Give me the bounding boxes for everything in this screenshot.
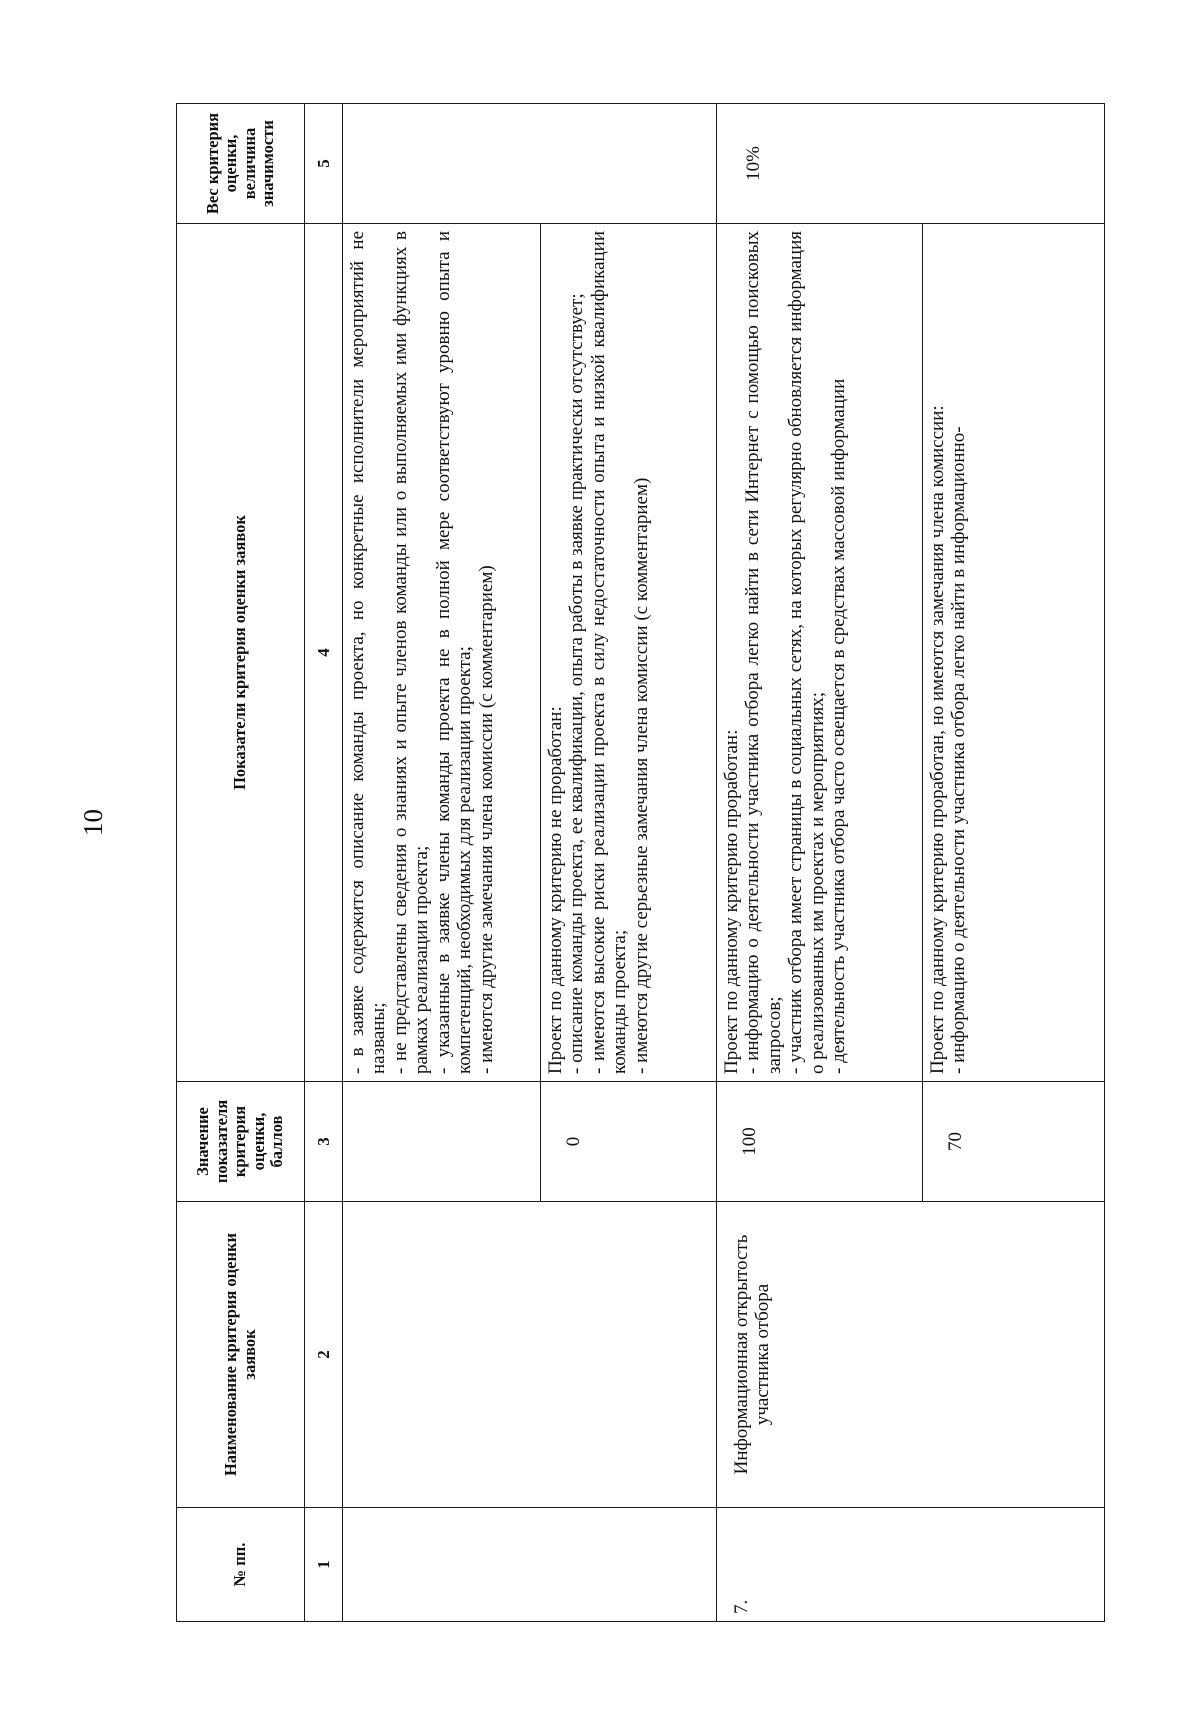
value-cell (343, 1082, 541, 1202)
criterion-name: Информационная открытость участника отбора (717, 1202, 1105, 1508)
indicators-cell (343, 224, 541, 1082)
header-value: Значение показателя критерия оценки, баллов (177, 1082, 305, 1202)
column-number: 5 (305, 104, 343, 224)
indicators-cell (541, 224, 717, 1082)
value-cell: 70 (923, 1082, 1105, 1202)
indicator-line: Проект по данному критерию проработан: (721, 729, 742, 1074)
indicator-line: Проект по данному критерию проработан, но имеются замечания члена комиссии: (927, 405, 948, 1074)
header-name: Наименование критерия оценки заявок (177, 1202, 305, 1508)
table-row (717, 104, 923, 1622)
indicator-line: - участник отбора имеет страницы в социальных сетях, на которых регулярно обновляется информация о реализованных им проектах и мероприятиях; (785, 231, 828, 1074)
header-row (177, 104, 305, 1622)
column-number: 4 (305, 224, 343, 1082)
header-weight: Вес критерия оценки, величина значимости (177, 104, 305, 224)
indicator-line: - информацию о деятельности участника отбора легко найти в сети Интернет с помощью поисковых запросов; (742, 231, 785, 1074)
header-num: № пп. (177, 1508, 305, 1622)
criterion-weight: 10% (717, 104, 1105, 224)
criteria-table (176, 103, 1105, 1622)
weight-cell-empty (343, 104, 717, 224)
indicator-line: - деятельность участника отбора часто освещается в средствах массовой информации (828, 378, 850, 1074)
indicators-cell (717, 224, 923, 1082)
table-row (343, 104, 541, 1622)
indicator-line: - имеются другие серьезные замечания члена комиссии (с комментарием) (630, 477, 652, 1074)
indicator-line: - имеются другие замечания члена комиссии (с комментарием) (475, 565, 497, 1074)
indicator-line: - в заявке содержится описание команды проекта, но конкретные исполнители мероприятий не названы; (347, 231, 390, 1074)
column-number-row (305, 104, 343, 1622)
value-cell: 100 (717, 1082, 923, 1202)
column-number: 3 (305, 1082, 343, 1202)
column-number: 1 (305, 1508, 343, 1622)
value-cell: 0 (541, 1082, 717, 1202)
indicator-line: - описание команды проекта, ее квалификации, опыта работы в заявке практически отсутствует; (566, 293, 588, 1074)
indicator-line: - имеются высокие риски реализации проекта в силу недостаточности опыта и низкой квалификации команды проекта; (587, 231, 631, 1074)
column-number: 2 (305, 1202, 343, 1508)
header-indicators: Показатели критерия оценки заявок (177, 224, 305, 1082)
page-number: 10 (78, 809, 108, 836)
indicator-line: - указанные в заявке члены команды проекта не в полной мере соответствуют уровню опыта и компетенций, необходимых для реализации проекта; (432, 231, 476, 1074)
indicator-line: - информацию о деятельности участника отбора легко найти в информационно- (948, 426, 970, 1074)
name-cell-empty (343, 1202, 717, 1508)
rotated-table-container (176, 104, 1104, 1622)
indicator-line: Проект по данному критерию не проработан: (545, 706, 566, 1074)
indicator-line: - не представлены сведения о знаниях и опыте членов команды или о выполняемых ими функциях в рамках реализации проекта; (389, 231, 433, 1074)
criterion-number: 7. (717, 1508, 1105, 1622)
num-cell-empty (343, 1508, 717, 1622)
indicators-cell (923, 224, 1105, 1082)
